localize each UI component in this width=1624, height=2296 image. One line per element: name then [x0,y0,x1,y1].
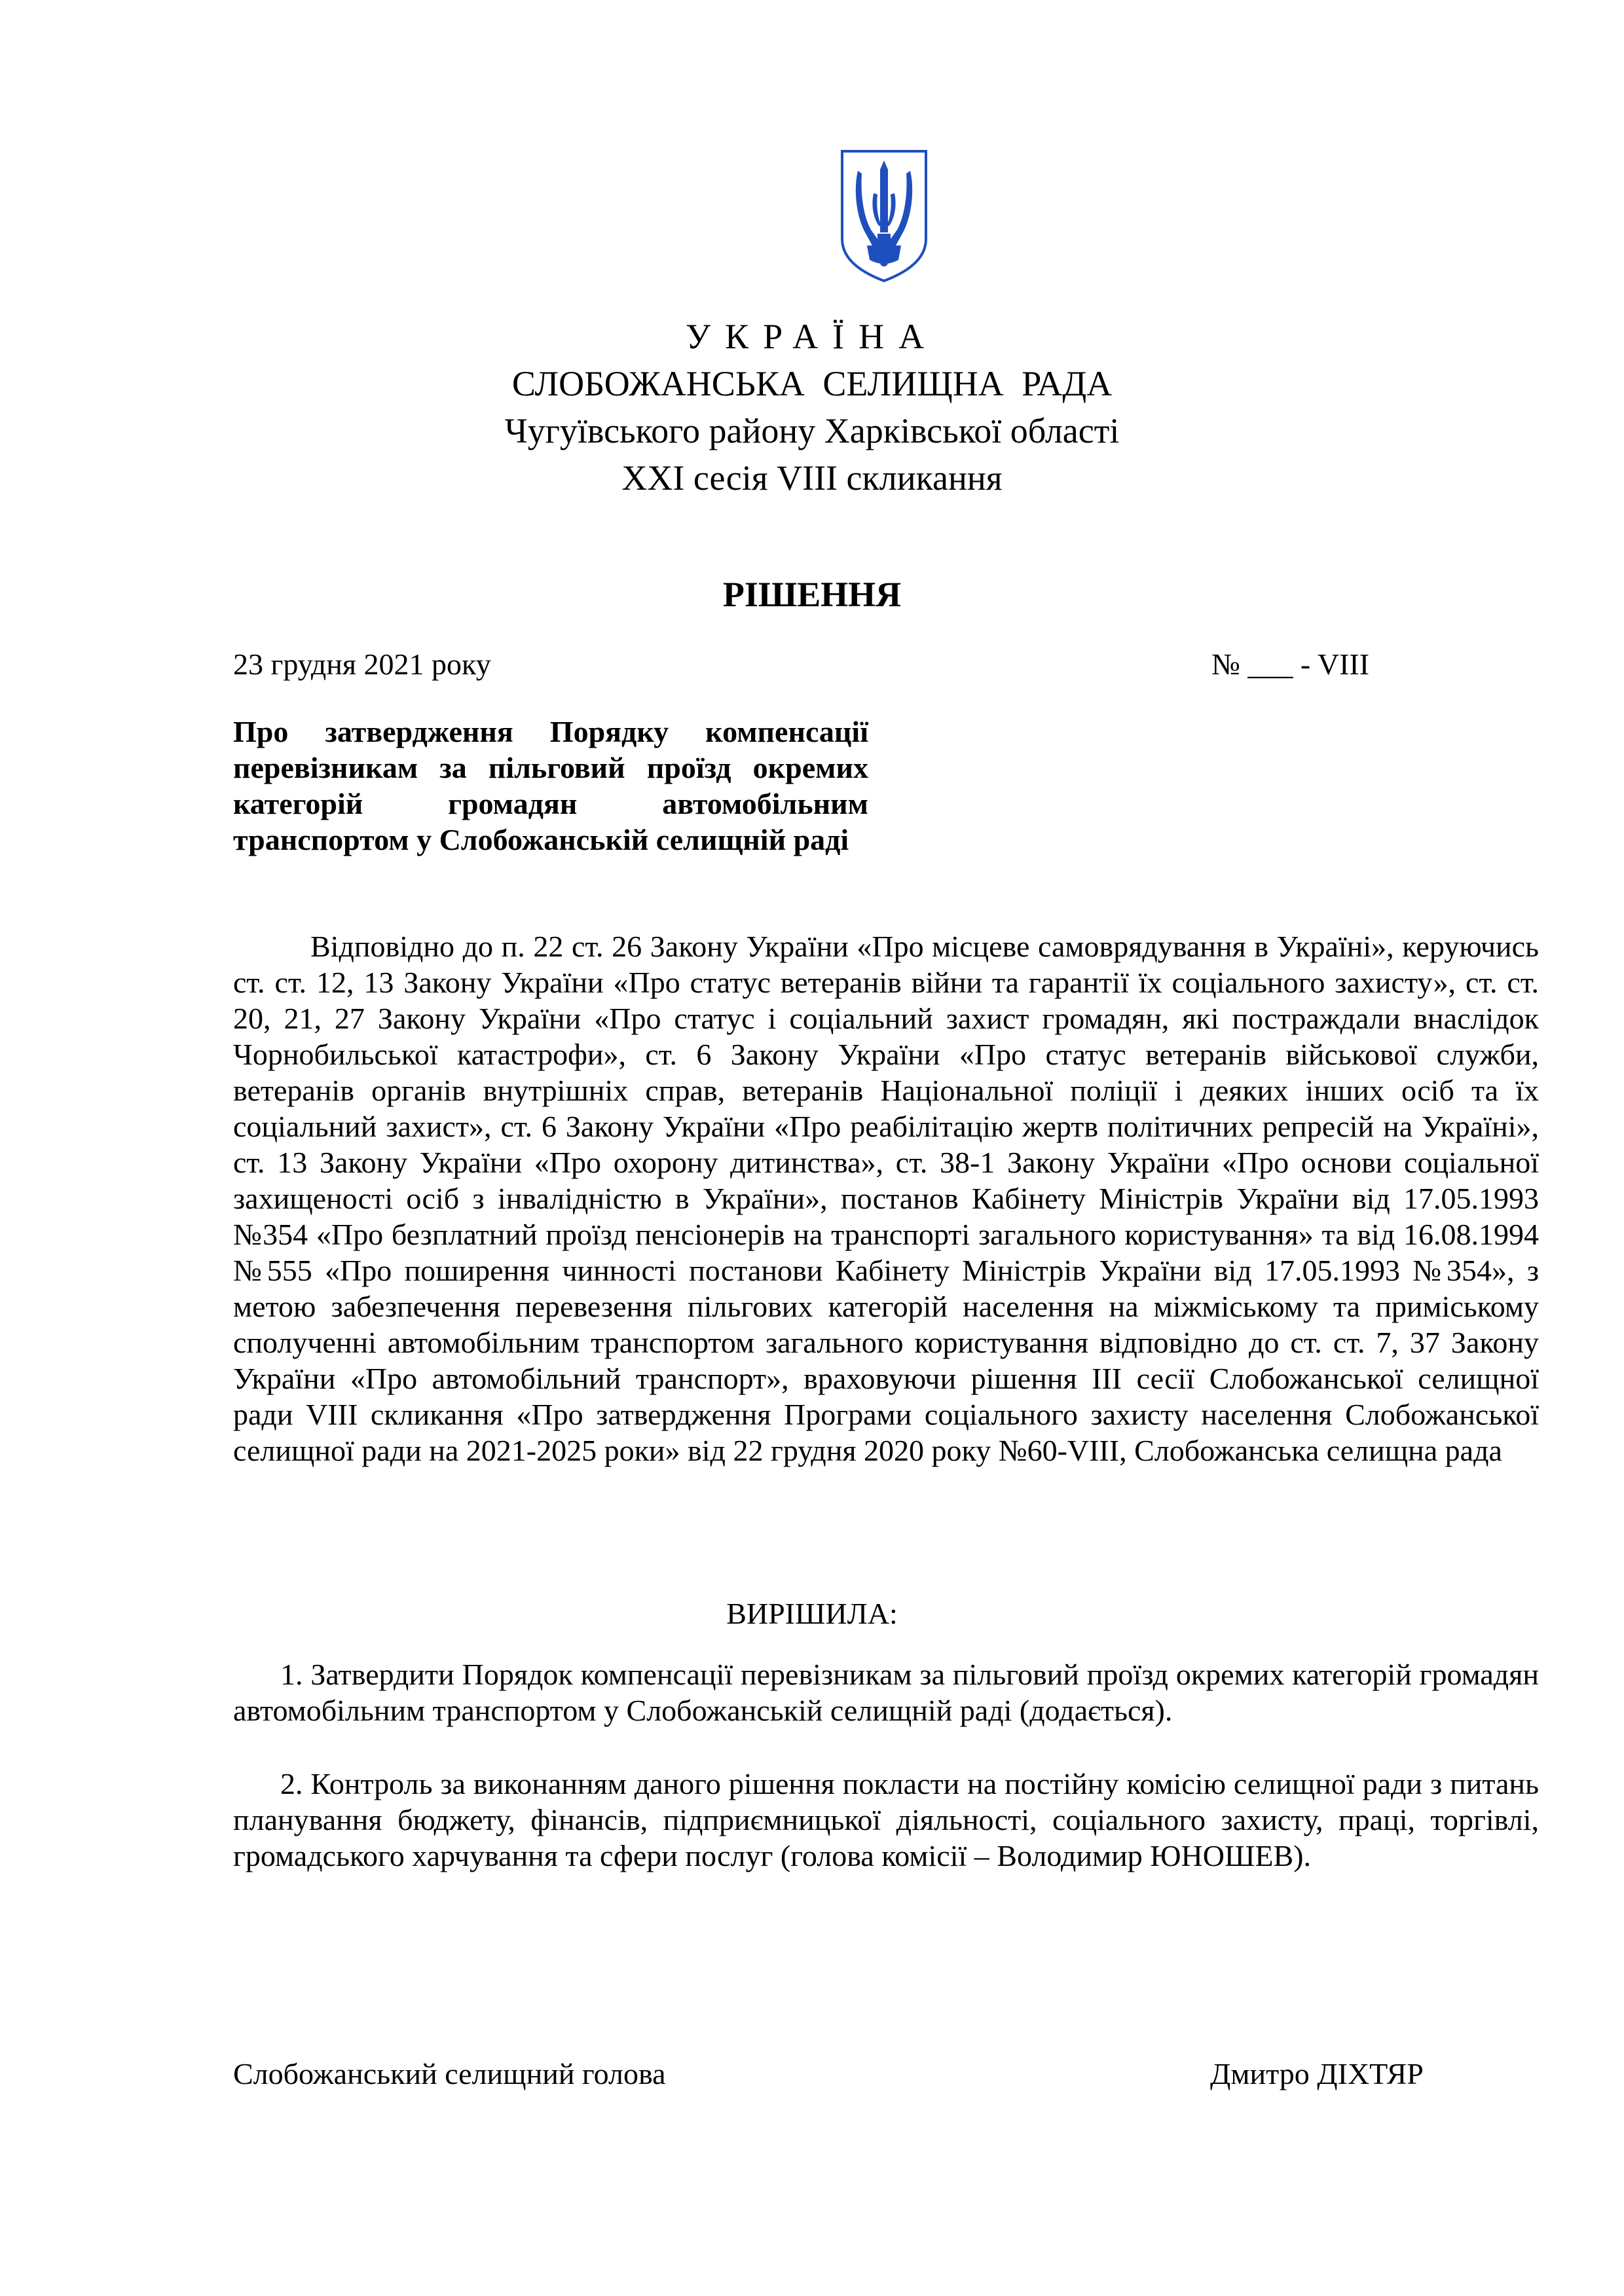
decision-date: 23 грудня 2021 року [233,647,491,681]
resolved-heading: ВИРІШИЛА: [726,1597,898,1630]
district-name: Чугуївського району Харківської області [504,411,1120,450]
decision-subject: Про затвердження Порядку компенсації перевізникам за пільговий проїзд окремих категорій громадян автомобільним транспортом у Слобожанській селищній раді [233,715,868,856]
session-name: XXI сесія VIII скликання [621,458,1003,498]
signature-title: Слобожанський селищний голова [233,2057,666,2090]
decision-title: РІШЕННЯ [722,575,902,614]
tryzub-emblem-icon [838,147,930,285]
preamble-text: Відповідно до п. 22 ст. 26 Закону України «Про місцеве самоврядування в Україні», керуючись ст. ст. 12, 13 Закону України «Про статус ветеранів війни та гарантії їх соціального захисту», ст. ст. 20, 21, 27 Закону України «Про статус і соціальний захист громадян, які постраждали внаслідок Чорнобильської катастрофи», ст. 6 Закону України «Про статус ветеранів військової служби, ветеранів органів внутрішніх справ, ветеранів Національної поліції і деяких інших осіб та їх соціальний захист», ст. 6 Закону України «Про реабілітацію жертв політичних репресій на Україні», ст. 13 Закону України «Про охорону дитинства», ст. 38-1 Закону України «Про основи соціальної захищеності осіб з інвалідністю в України», постанов Кабінету Міністрів України від 17.05.1993 №354 «Про безплатний проїзд пенсіонерів на транспорті загального користування» та від 16.08.1994 №555 «Про поширення чинності постанови Кабінету Міністрів України від 17.05.1993 №354», з метою забезпечення перевезення пільгових категорій населення на міжміському та приміському сполученні автомобільним транспортом загального користування відповідно до ст. ст. 7, 37 Закону України «Про автомобільний транспорт», враховуючи рішення ІІІ сесії Слобожанської селищної ради VIII скликання «Про затвердження Програми соціального захисту населення Слобожанської селищної ради на 2021-2025 роки» від 22 грудня 2020 року №60-VIII, Слобожанська селищна рада [233,930,1539,1467]
resolution-item-2: 2. Контроль за виконанням даного рішення покласти на постійну комісію селищної ради з питань планування бюджету, фінансів, підприємницької діяльності, соціального захисту, праці, торгівлі, громадського харчування та сфери послуг (голова комісії – Володимир ЮНОШЕВ). [233,1767,1539,1872]
decision-number: № ___ - VIII [1211,647,1370,681]
document-header [0,313,1624,501]
country-name: УКРАЇНА [685,317,939,356]
resolution-item-1: 1. Затвердити Порядок компенсації перевізникам за пільговий проїзд окремих категорій громадян автомобільним транспортом у Слобожанській селищній раді (додається). [233,1658,1539,1727]
signature-name: Дмитро ДІХТЯР [1210,2057,1424,2090]
council-name: СЛОБОЖАНСЬКА СЕЛИЩНА РАДА [511,364,1113,403]
